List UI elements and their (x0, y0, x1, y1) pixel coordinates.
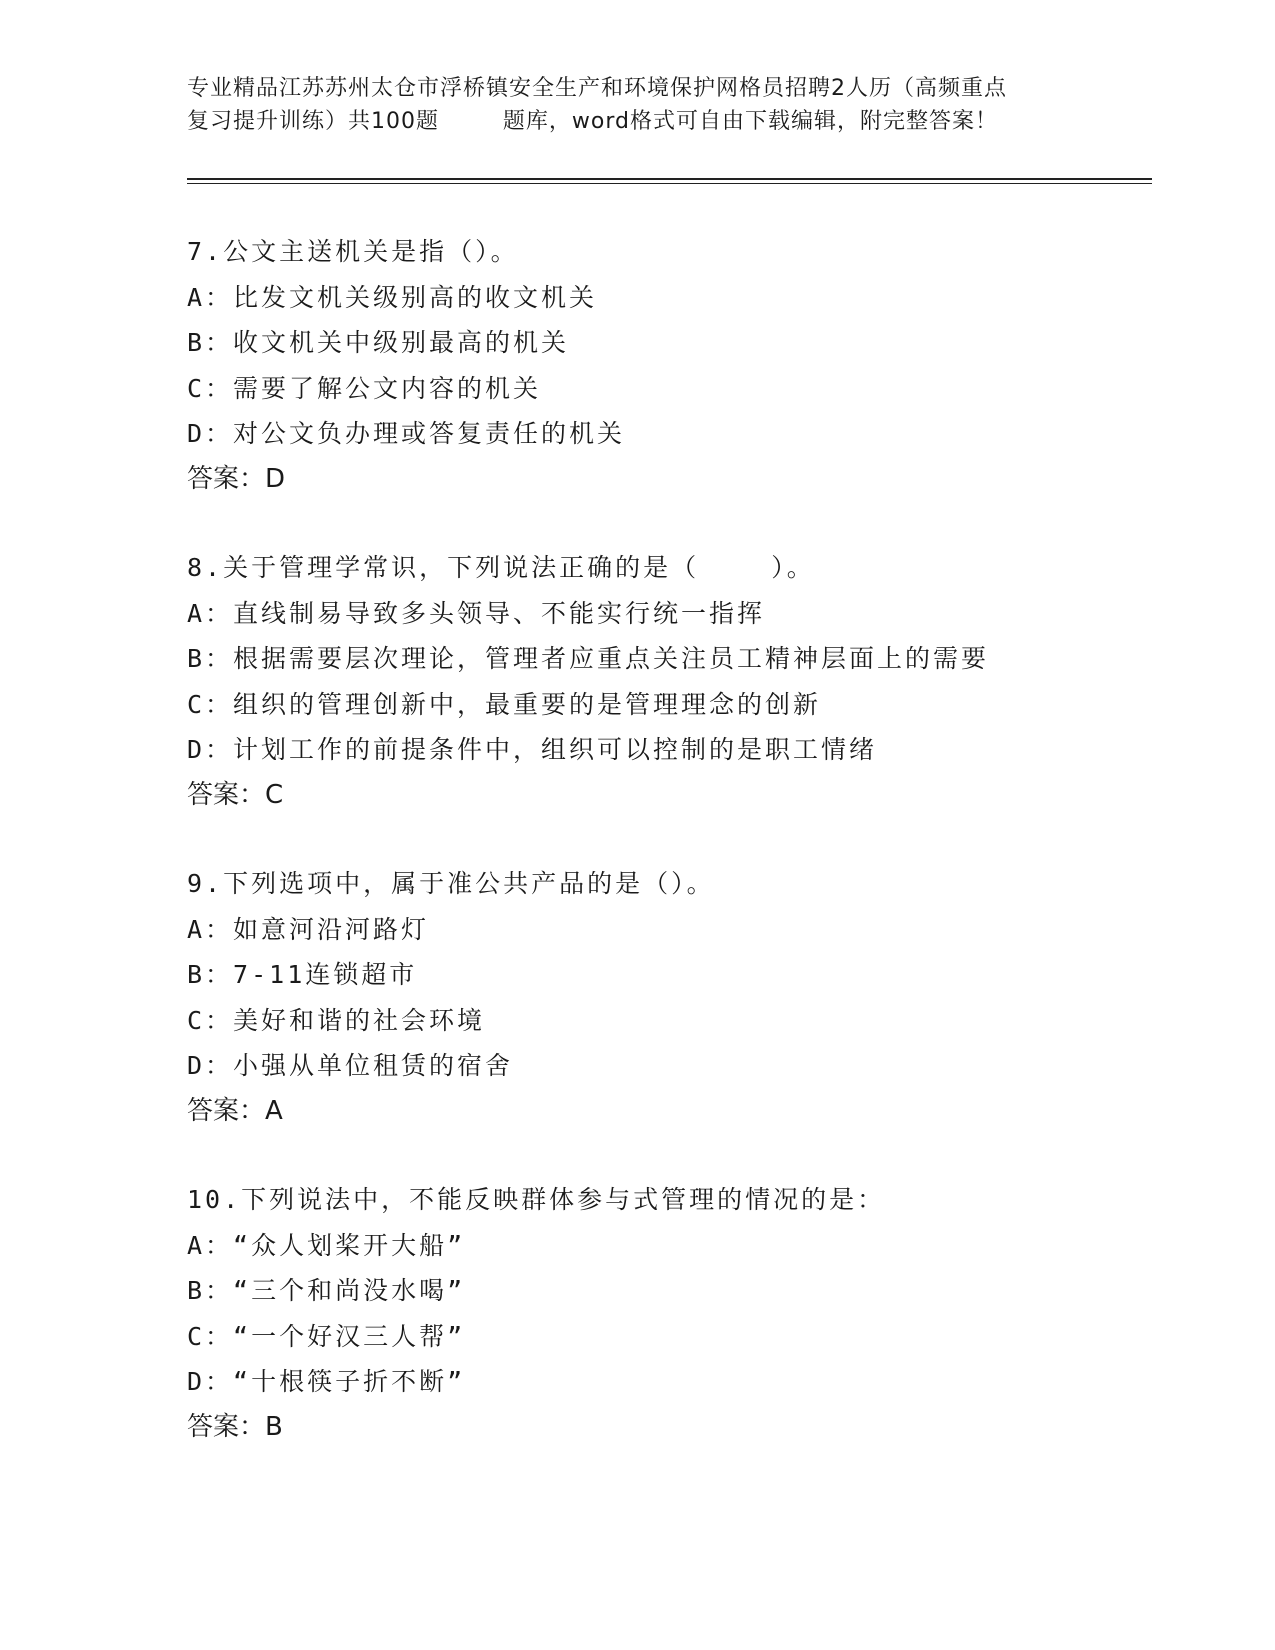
option-b: B：根据需要层次理论，管理者应重点关注员工精神层面上的需要 (187, 644, 990, 673)
answer-line: 答案：C (187, 779, 284, 810)
option-c: C：需要了解公文内容的机关 (187, 373, 542, 403)
question-stem: 7.公文主送机关是指（）。 (187, 237, 519, 266)
question-stem: 10.下列说法中，不能反映群体参与式管理的情况的是： (187, 1185, 886, 1214)
question-stem: 8.关于管理学常识，下列说法正确的是（ ）。 (187, 553, 815, 582)
option-c: C：“一个好汉三人帮” (187, 1321, 466, 1351)
answer-line: 答案：A (187, 1095, 283, 1126)
option-a: A：如意河沿河路灯 (187, 914, 430, 944)
option-c: C：美好和谐的社会环境 (187, 1005, 486, 1035)
option-b: B：7-11连锁超市 (187, 960, 418, 989)
option-d: D：小强从单位租赁的宿舍 (187, 1051, 514, 1080)
option-a: A：比发文机关级别高的收文机关 (187, 282, 598, 312)
answer-line: 答案：D (187, 463, 286, 494)
question-8 (187, 545, 1147, 818)
option-b: B：收文机关中级别最高的机关 (187, 328, 570, 357)
question-9 (187, 861, 1147, 1134)
document-header (187, 72, 1087, 138)
answer-line: 答案：B (187, 1411, 283, 1442)
header-line-2: 复习提升训练）共100题 题库，word格式可自由下载编辑，附完整答案！ (187, 109, 999, 134)
header-line-1: 专业精品江苏苏州太仓市浮桥镇安全生产和环境保护网格员招聘2人历（高频重点 (187, 76, 1007, 101)
question-7 (187, 229, 1147, 502)
option-c: C：组织的管理创新中，最重要的是管理理念的创新 (187, 689, 822, 719)
option-d: D：对公文负办理或答复责任的机关 (187, 419, 626, 448)
option-a: A：“众人划桨开大船” (187, 1230, 466, 1260)
question-10 (187, 1177, 1147, 1450)
option-b: B：“三个和尚没水喝” (187, 1276, 466, 1305)
option-d: D：“十根筷子折不断” (187, 1367, 466, 1396)
question-stem: 9.下列选项中，属于准公共产品的是（）。 (187, 869, 715, 898)
option-a: A：直线制易导致多头领导、不能实行统一指挥 (187, 598, 766, 628)
header-divider-thick (187, 178, 1152, 180)
header-divider-thin (187, 183, 1152, 184)
option-d: D：计划工作的前提条件中，组织可以控制的是职工情绪 (187, 735, 878, 764)
